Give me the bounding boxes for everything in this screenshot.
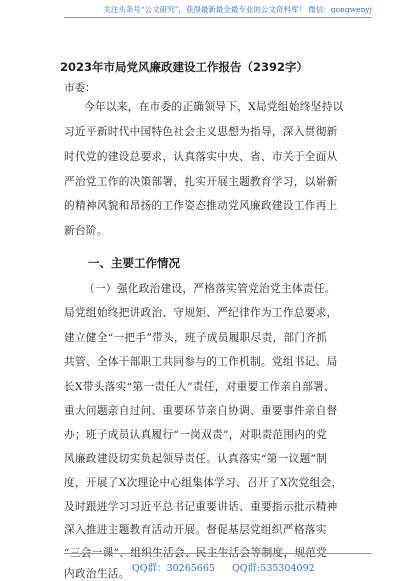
salutation: 市委： (64, 82, 96, 94)
section-line: 深入推进主题教育活动开展。督促基层党组织严格落实 (64, 524, 327, 536)
intro-line: 习近平新时代中国特色社会主义思想为指导，深入贯彻新 (64, 126, 338, 138)
section-line: 办；班子成员认真履行“一岗双责”，对职责范围内的党 (64, 429, 328, 441)
section-line: 及时跟进学习习近平总书记重要讲话、重要指示批示精神 (64, 501, 338, 513)
section-line: 内政治生活。 (64, 568, 130, 580)
section-line: “三会一课”、组织生活会、民主生活会等制度，规范党 (64, 547, 328, 559)
intro-line: 今年以来，在市委的正确领导下，X局党组始终坚持以 (84, 101, 344, 113)
section-line: （一）强化政治建设，严格落实管党治党主体责任。 (84, 283, 336, 295)
header-divider (64, 17, 372, 18)
section-line: 共管、全体干部职工共同参与的工作机制。党组书记、局 (64, 356, 338, 368)
header-banner: 关注头条号“公文研究”，获得最新最全最专业的公文资料库！ 微信：gongwenyj (103, 5, 372, 14)
section-line: 局党组始终把讲政治、守规矩、严纪律作为工作总要求， (64, 307, 338, 319)
footer-qq-right: QQ群:535304092 (232, 563, 315, 574)
intro-line: 严治党工作的决策部署，扎实开展主题教育学习，以崭新 (64, 176, 338, 188)
section-line: 长X带头落实“第一责任人”责任，对重要工作亲自部署、 (64, 381, 336, 393)
document-title: 2023年市局党风廉政建设工作报告（2392字） (60, 60, 309, 74)
footer-qq-left: QQ群：30265665 (132, 563, 215, 574)
section-line: 风廉政建设切实负起领导责任。认真落实“第一议题”制 (64, 453, 328, 465)
intro-line: 时代党的建设总要求，认真落实中央、省、市关于全面从 (64, 151, 338, 163)
intro-line: 新台阶。 (64, 225, 108, 237)
intro-line: 的精神风貌和昂扬的工作姿态推动党风廉政建设工作再上 (64, 200, 338, 212)
section-line: 度，开展了X次理论中心组集体学习、召开了X次党组会， (64, 477, 343, 489)
section-line: 重大问题亲自过问、重要环节亲自协调、重要事件亲自督 (64, 405, 338, 417)
footer-divider (64, 553, 372, 554)
section-heading: 一、主要工作情况 (88, 256, 180, 270)
section-line: 建立健全“一把手”带头，班子成员履职尽责，部门齐抓 (64, 332, 328, 344)
